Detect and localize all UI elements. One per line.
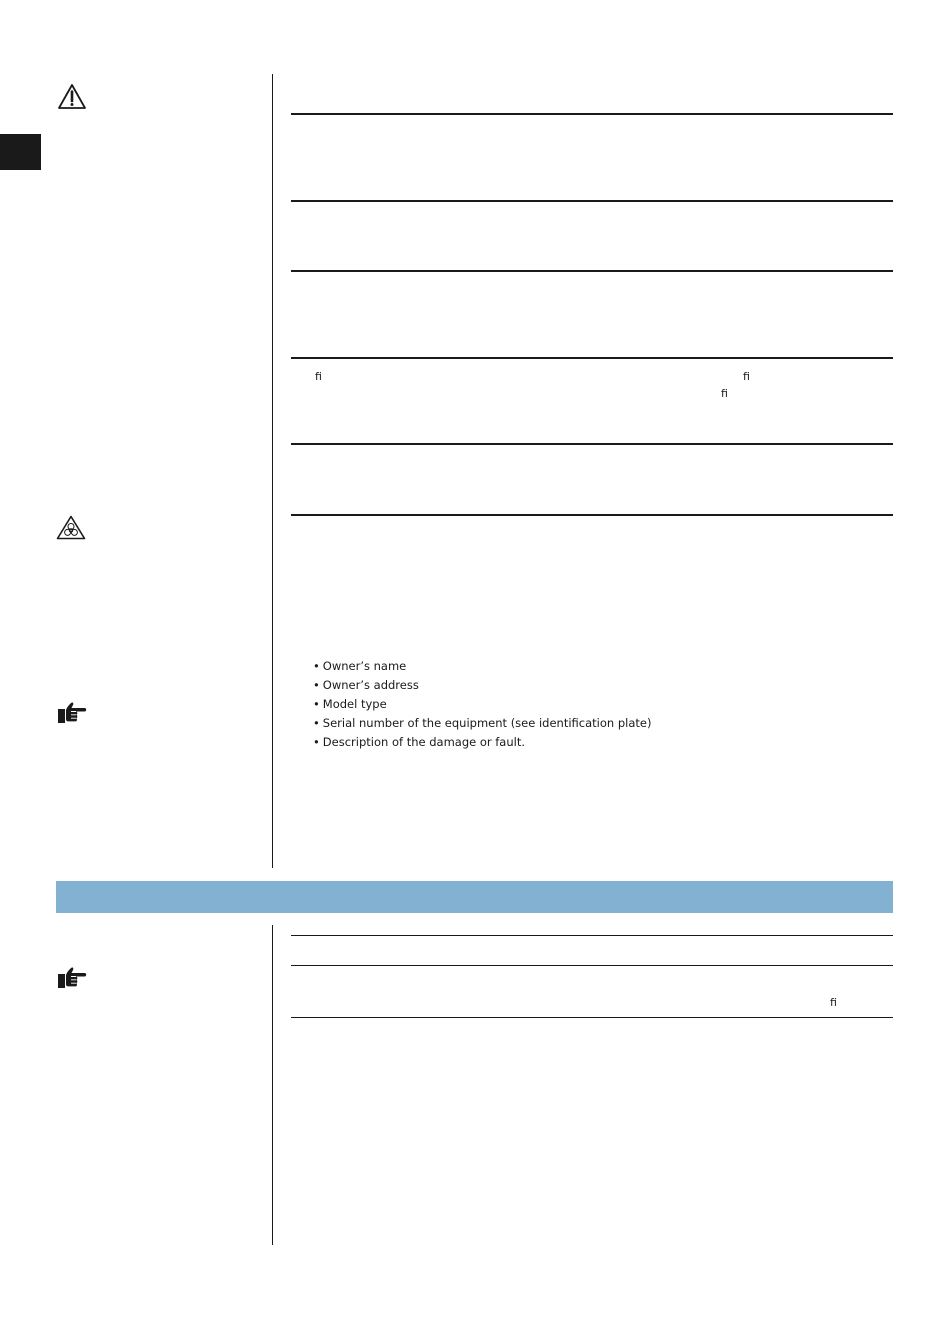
list-item: • Model type bbox=[313, 695, 651, 714]
table-rule bbox=[291, 270, 893, 272]
table-rule bbox=[291, 113, 893, 115]
ligature-glyph: ﬁ bbox=[315, 370, 322, 383]
pointing-hand-icon bbox=[55, 700, 88, 726]
warning-triangle-icon bbox=[57, 83, 87, 110]
required-info-list bbox=[313, 657, 651, 752]
list-item: • Owner’s name bbox=[313, 657, 651, 676]
table-rule bbox=[291, 935, 893, 936]
section-thumb-tab bbox=[0, 134, 41, 170]
list-item: • Description of the damage or fault. bbox=[313, 733, 651, 752]
ligature-glyph: ﬁ bbox=[830, 996, 837, 1009]
biohazard-icon bbox=[56, 515, 86, 540]
column-divider-bottom bbox=[272, 925, 273, 1245]
column-divider-top bbox=[272, 74, 273, 868]
table-rule bbox=[291, 965, 893, 966]
table-rule bbox=[291, 1017, 893, 1018]
list-item: • Serial number of the equipment (see identification plate) bbox=[313, 714, 651, 733]
table-rule bbox=[291, 200, 893, 202]
ligature-glyph: ﬁ bbox=[743, 370, 750, 383]
table-rule bbox=[291, 357, 893, 359]
ligature-glyph: ﬁ bbox=[721, 387, 728, 400]
table-rule bbox=[291, 443, 893, 445]
table-rule bbox=[291, 514, 893, 516]
list-item: • Owner’s address bbox=[313, 676, 651, 695]
pointing-hand-icon bbox=[55, 965, 88, 991]
section-header-band bbox=[56, 881, 893, 913]
